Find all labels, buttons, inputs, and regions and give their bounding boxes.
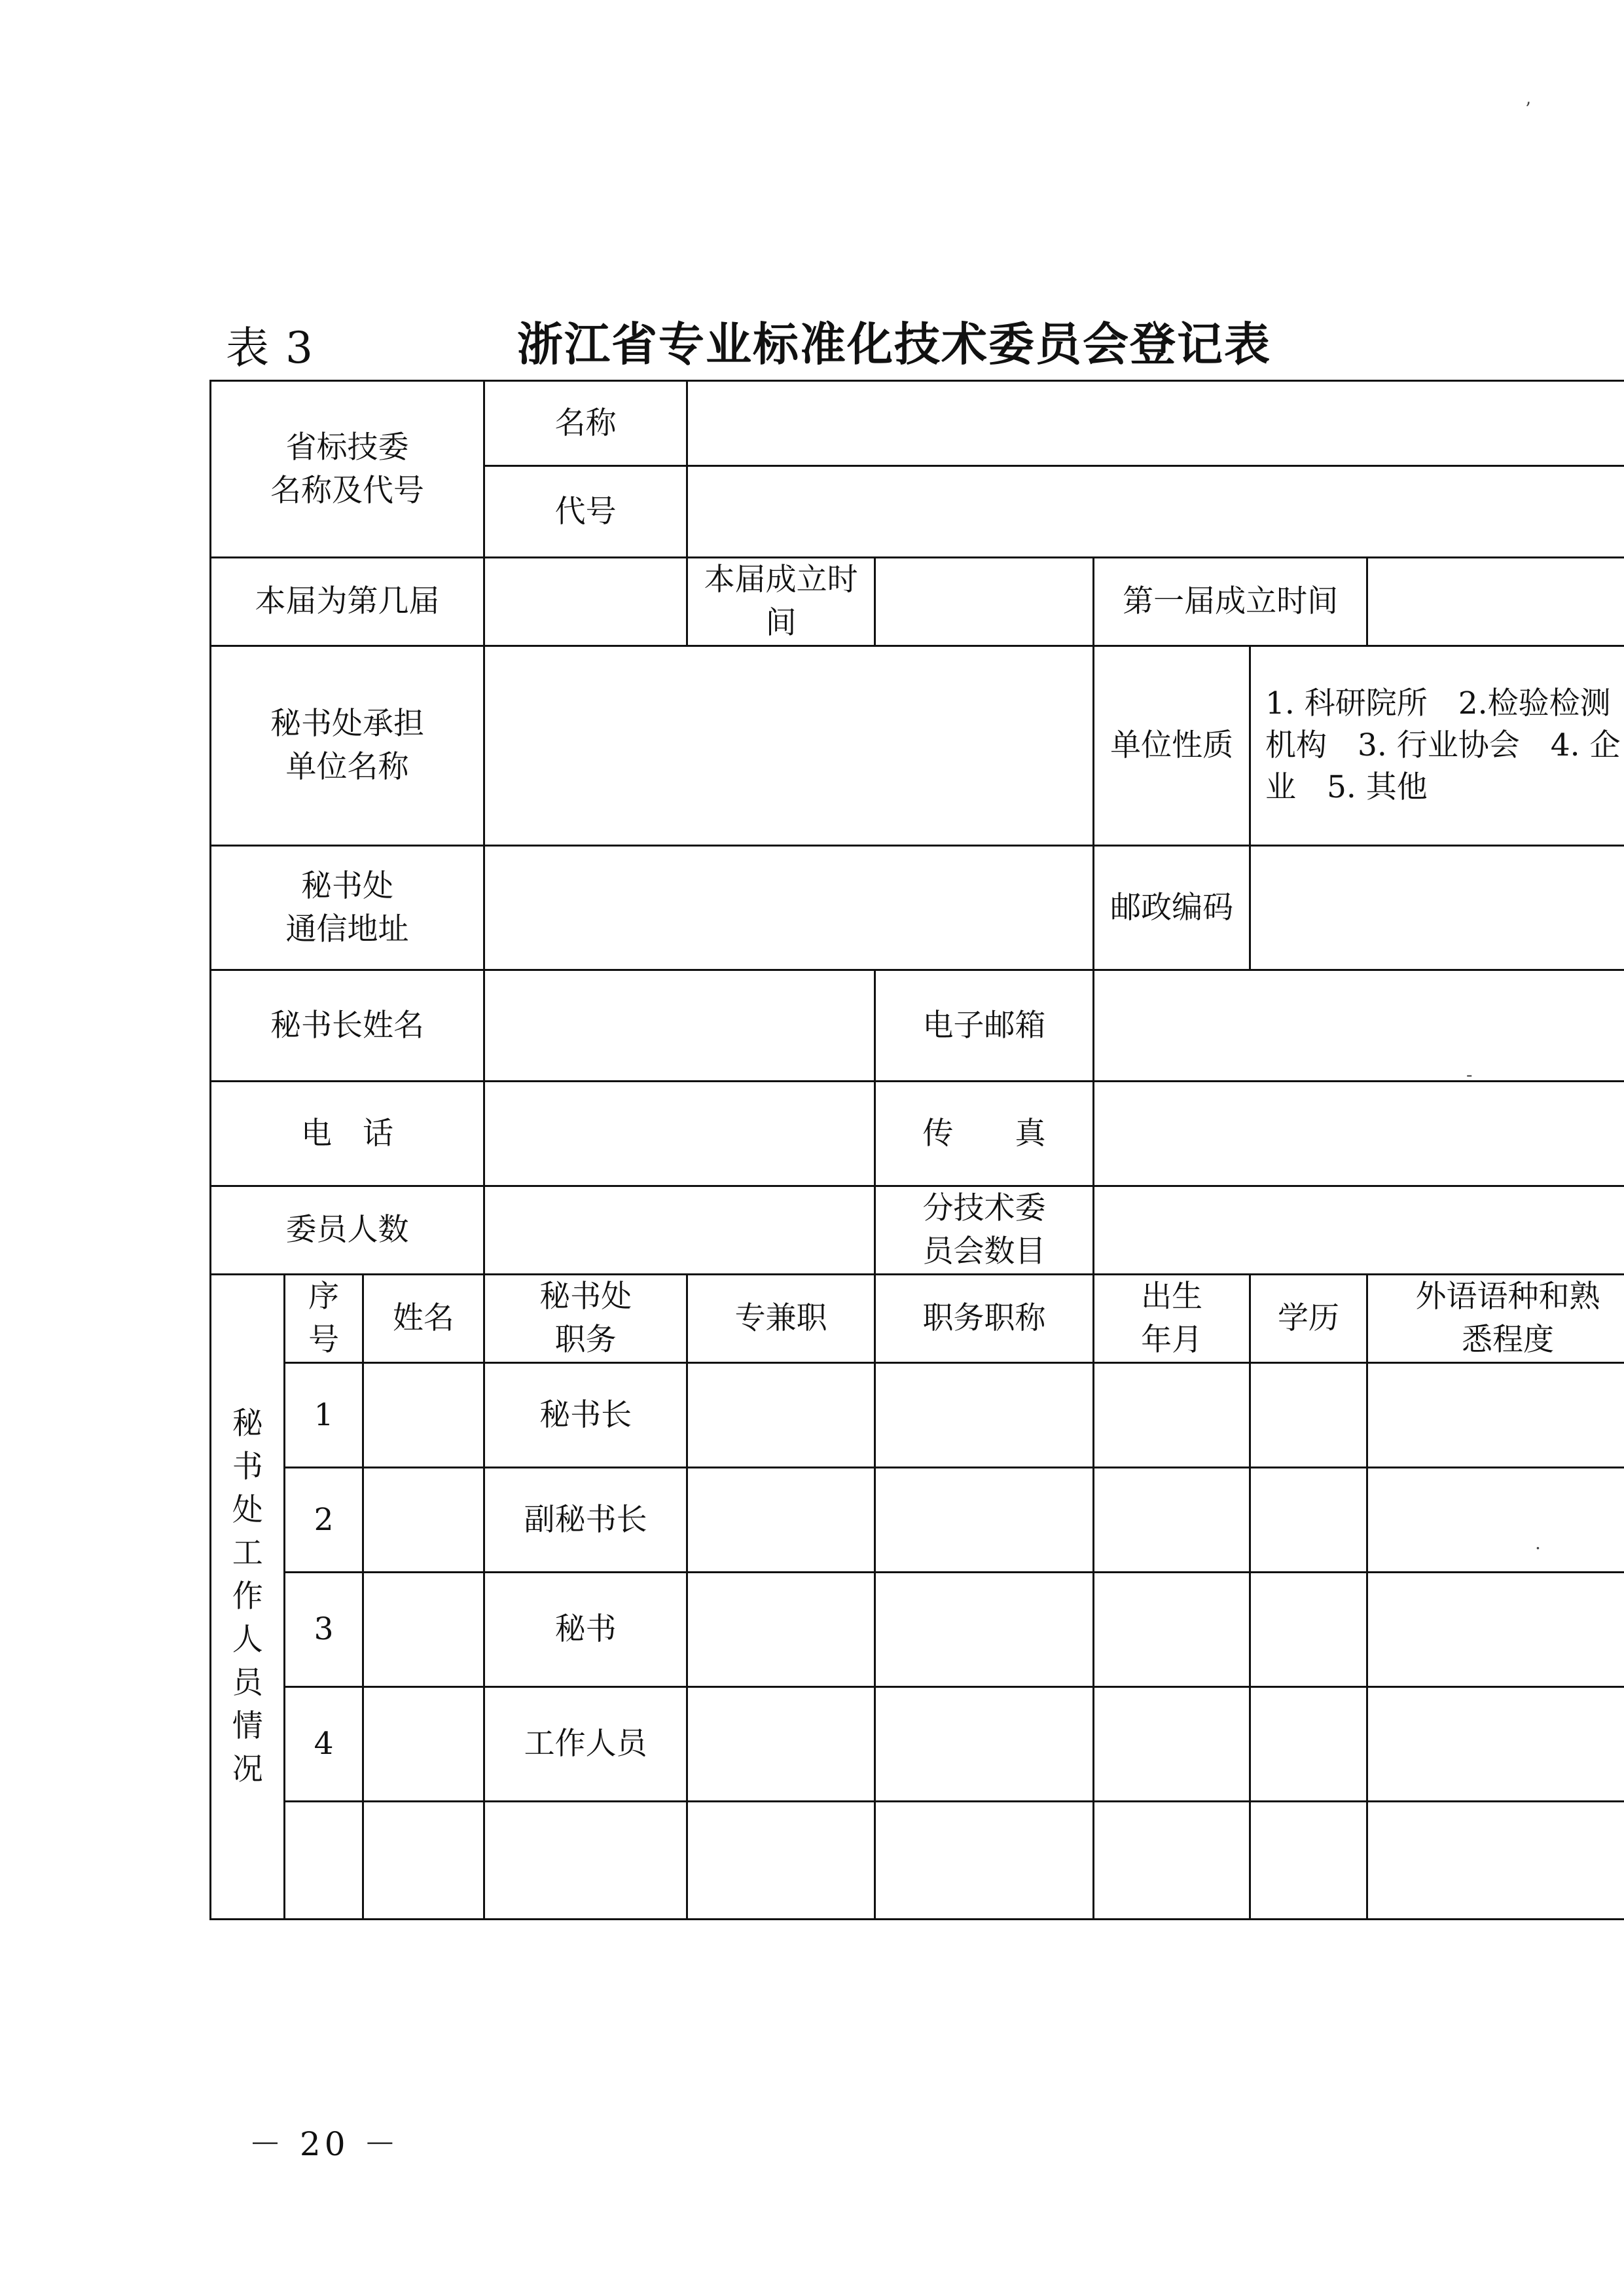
- column-header-birth: 出生 年月: [1094, 1275, 1250, 1363]
- title-field[interactable]: [875, 1802, 1093, 1920]
- phone-label: 电 话: [211, 1082, 484, 1186]
- email-field[interactable]: [1094, 970, 1624, 1082]
- fulltime-field[interactable]: [687, 1363, 875, 1468]
- form-title: 浙江省专业标准化技术委员会登记表: [517, 318, 1271, 371]
- fulltime-field[interactable]: [687, 1573, 875, 1687]
- table-row: [211, 1687, 1624, 1802]
- code-label: 代号: [484, 466, 687, 558]
- name-label: 名称: [484, 381, 687, 466]
- staff-section-label-char: 秘: [232, 1406, 263, 1442]
- language-field[interactable]: [1367, 1573, 1624, 1687]
- birth-field[interactable]: [1094, 1363, 1250, 1468]
- unit-nature-options: 1. 科研院所 2.检验检测机构 3. 行业协会 4. 企业 5. 其他: [1250, 646, 1624, 846]
- secretariat-address-label: 秘书处 通信地址: [211, 846, 484, 970]
- birth-field[interactable]: [1094, 1468, 1250, 1573]
- session-field[interactable]: [484, 558, 687, 646]
- title-field[interactable]: [875, 1687, 1093, 1802]
- language-field[interactable]: [1367, 1468, 1624, 1573]
- staff-section-label-char: 况: [232, 1751, 263, 1787]
- column-header-title: 职务职称: [875, 1275, 1093, 1363]
- birth-field[interactable]: [1094, 1687, 1250, 1802]
- scan-speck: ’: [1525, 98, 1531, 120]
- title-field[interactable]: [875, 1363, 1093, 1468]
- table-row: [211, 1468, 1624, 1573]
- committee-name-field[interactable]: [687, 381, 1624, 466]
- language-field[interactable]: [1367, 1687, 1624, 1802]
- staff-name-field[interactable]: [363, 1802, 484, 1920]
- staff-section-label-char: 书: [232, 1449, 263, 1485]
- education-field[interactable]: [1250, 1687, 1367, 1802]
- session-date-field[interactable]: [875, 558, 1093, 646]
- secretariat-address-field[interactable]: [484, 846, 1093, 970]
- subcommittee-count-label: 分技术委 员会数目: [875, 1186, 1093, 1275]
- registration-form: [209, 380, 1624, 1920]
- committee-name-code-label: 省标技委 名称及代号: [211, 381, 484, 558]
- language-field[interactable]: [1367, 1802, 1624, 1920]
- postcode-label: 邮政编码: [1094, 846, 1250, 970]
- postcode-field[interactable]: [1250, 846, 1624, 970]
- title-field[interactable]: [875, 1468, 1093, 1573]
- subcommittee-count-field[interactable]: [1094, 1186, 1624, 1275]
- secretary-general-name-field[interactable]: [484, 970, 875, 1082]
- member-count-label: 委员人数: [211, 1186, 484, 1275]
- secretariat-unit-field[interactable]: [484, 646, 1093, 846]
- row-position: 副秘书长: [484, 1468, 687, 1573]
- committee-code-field[interactable]: [687, 466, 1624, 558]
- staff-section-label-char: 工: [232, 1535, 263, 1571]
- table-row: [211, 1802, 1624, 1920]
- page-number: － 20 －: [249, 2125, 401, 2163]
- fax-label: 传 真: [875, 1082, 1093, 1186]
- staff-name-field[interactable]: [363, 1687, 484, 1802]
- column-header-language: 外语语种和熟 悉程度: [1367, 1275, 1624, 1363]
- scan-speck: .: [1535, 1532, 1541, 1554]
- staff-section-label-char: 情: [232, 1708, 263, 1744]
- language-field[interactable]: [1367, 1363, 1624, 1468]
- scan-speck: -: [1466, 1064, 1473, 1085]
- table-number: 表 3: [226, 323, 314, 373]
- secretary-general-name-label: 秘书长姓名: [211, 970, 484, 1082]
- staff-section-label-char: 员: [232, 1665, 263, 1701]
- fulltime-field[interactable]: [687, 1802, 875, 1920]
- row-number: 1: [285, 1363, 363, 1468]
- staff-section-label: [211, 1275, 285, 1920]
- row-position: 秘书: [484, 1573, 687, 1687]
- table-row: [211, 1573, 1624, 1687]
- secretariat-unit-label: 秘书处承担 单位名称: [211, 646, 484, 846]
- table-row: [211, 1363, 1624, 1468]
- fulltime-field[interactable]: [687, 1468, 875, 1573]
- staff-section-label-char: 处: [232, 1492, 263, 1528]
- staff-section-label-char: 人: [232, 1622, 263, 1658]
- title-field[interactable]: [875, 1573, 1093, 1687]
- row-number: [285, 1802, 363, 1920]
- education-field[interactable]: [1250, 1468, 1367, 1573]
- row-position: 秘书长: [484, 1363, 687, 1468]
- fax-field[interactable]: [1094, 1082, 1624, 1186]
- birth-field[interactable]: [1094, 1573, 1250, 1687]
- member-count-field[interactable]: [484, 1186, 875, 1275]
- first-session-label: 第一届成立时间: [1094, 558, 1367, 646]
- first-session-field[interactable]: [1367, 558, 1624, 646]
- staff-name-field[interactable]: [363, 1573, 484, 1687]
- row-number: 2: [285, 1468, 363, 1573]
- column-header-fulltime: 专兼职: [687, 1275, 875, 1363]
- session-date-label: 本届成立时间: [687, 558, 875, 646]
- staff-section-label-char: 作: [232, 1578, 263, 1614]
- staff-name-field[interactable]: [363, 1468, 484, 1573]
- unit-nature-label: 单位性质: [1094, 646, 1250, 846]
- column-header-position: 秘书处 职务: [484, 1275, 687, 1363]
- row-number: 4: [285, 1687, 363, 1802]
- birth-field[interactable]: [1094, 1802, 1250, 1920]
- fulltime-field[interactable]: [687, 1687, 875, 1802]
- column-header-name: 姓名: [363, 1275, 484, 1363]
- education-field[interactable]: [1250, 1363, 1367, 1468]
- row-position: [484, 1802, 687, 1920]
- row-position: 工作人员: [484, 1687, 687, 1802]
- phone-field[interactable]: [484, 1082, 875, 1186]
- row-number: 3: [285, 1573, 363, 1687]
- staff-name-field[interactable]: [363, 1363, 484, 1468]
- education-field[interactable]: [1250, 1802, 1367, 1920]
- session-label: 本届为第几届: [211, 558, 484, 646]
- education-field[interactable]: [1250, 1573, 1367, 1687]
- column-header-no: 序 号: [285, 1275, 363, 1363]
- email-label: 电子邮箱: [875, 970, 1093, 1082]
- column-header-education: 学历: [1250, 1275, 1367, 1363]
